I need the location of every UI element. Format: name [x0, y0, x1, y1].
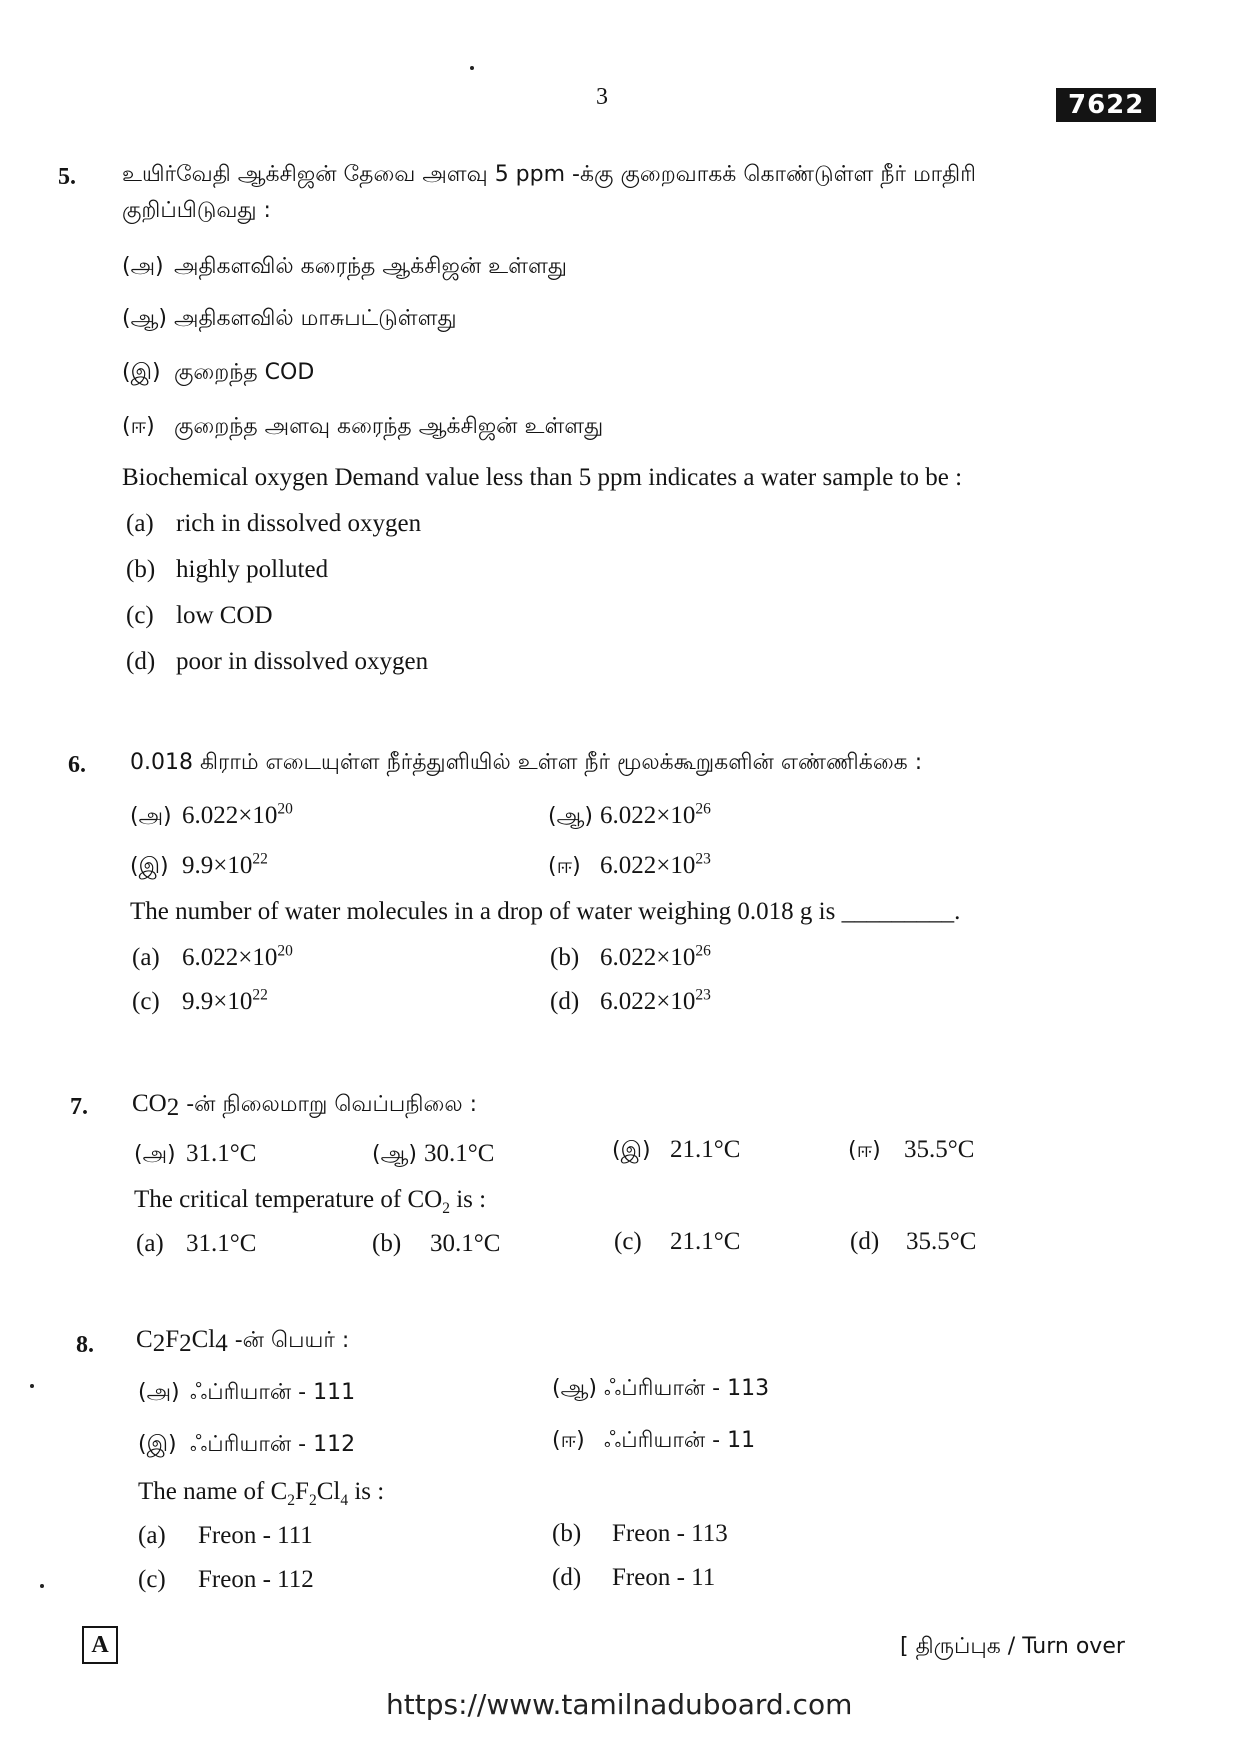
q7-tamil-option [372, 1140, 494, 1170]
q7-tamil-option [848, 1136, 974, 1166]
option-value: 31.1°C [186, 1230, 257, 1257]
q6-tamil-option [130, 802, 293, 832]
paper-code-badge: 7622 [1056, 88, 1156, 122]
formula-subscript: 2 [287, 1492, 296, 1509]
option-value: 9.9×10 [182, 988, 253, 1015]
option-label: (ஈ) [548, 854, 581, 879]
q5-tamil-option [122, 306, 457, 334]
option-text: குறைந்த அளவு கரைந்த ஆக்சிஜன் உள்ளது [174, 414, 604, 439]
option-text: low COD [176, 602, 273, 629]
option-label: (இ) [122, 360, 161, 385]
q5-tamil-option [122, 414, 603, 442]
option-label: (d) [126, 648, 156, 675]
option-text: அதிகளவில் மாசுபட்டுள்ளது [174, 306, 457, 331]
q6-tamil-option [548, 852, 711, 882]
page-number: 3 [596, 84, 608, 110]
stem-text: The critical temperature of CO [134, 1186, 443, 1213]
option-label: (ஈ) [122, 414, 155, 439]
option-text: அதிகளவில் கரைந்த ஆக்சிஜன் உள்ளது [174, 254, 567, 279]
option-value: 31.1°C [186, 1140, 257, 1167]
q6-english-option [550, 988, 711, 1016]
turn-over-note: [ திருப்புக / Turn over [900, 1634, 1125, 1659]
option-label: (c) [132, 988, 160, 1015]
option-label: (அ) [122, 254, 164, 279]
option-text: குறைந்த COD [174, 360, 315, 385]
formula-c: C [136, 1326, 153, 1353]
option-value: 6.022×10 [600, 988, 696, 1015]
option-text: ஃப்ரியான் - 11 [604, 1428, 756, 1453]
option-label: (a) [132, 944, 160, 971]
option-value: 6.022×10 [182, 944, 278, 971]
option-label: (c) [614, 1228, 642, 1255]
formula-subscript: 4 [215, 1330, 228, 1358]
q8-tamil-option [138, 1432, 355, 1460]
q7-english-option [850, 1228, 976, 1256]
option-label: (இ) [138, 1432, 177, 1457]
option-value: 35.5°C [906, 1228, 977, 1255]
option-label: (a) [136, 1230, 164, 1257]
option-exponent: 20 [277, 942, 293, 960]
option-text: highly polluted [176, 556, 329, 583]
option-exponent: 22 [252, 850, 268, 868]
option-label: (a) [138, 1522, 166, 1549]
formula-subscript: 2 [308, 1492, 317, 1509]
stem-text: -ன் பெயர் : [227, 1328, 350, 1353]
formula-subscript: 2 [442, 1200, 450, 1217]
option-exponent: 26 [695, 800, 711, 818]
q8-english-option [552, 1520, 728, 1548]
q6-tamil-option [130, 852, 268, 882]
formula-subscript: 4 [340, 1492, 349, 1509]
q7-english-option [136, 1230, 256, 1258]
option-exponent: 23 [695, 850, 711, 868]
option-label: (அ) [138, 1380, 180, 1405]
question-7-number: 7. [70, 1094, 88, 1120]
option-text: Freon - 11 [612, 1564, 716, 1591]
q6-tamil-stem: 0.018 கிராம் எடையுள்ள நீர்த்துளியில் உள்ள நீர் மூலக்கூறுகளின் எண்ணிக்கை : [130, 750, 923, 775]
formula-cl: Cl [316, 1478, 341, 1505]
formula-subscript: 2 [166, 1094, 180, 1122]
option-text: ஃப்ரியான் - 113 [604, 1376, 770, 1401]
stem-text: is : [449, 1186, 487, 1213]
option-label: (d) [850, 1228, 880, 1255]
q8-tamil-stem [136, 1326, 349, 1356]
option-label: (b) [372, 1230, 402, 1257]
option-label: (b) [552, 1520, 582, 1547]
q6-tamil-option [548, 802, 711, 832]
option-text: rich in dissolved oxygen [176, 510, 422, 537]
q6-english-option [132, 944, 293, 972]
option-text: ஃப்ரியான் - 112 [190, 1432, 356, 1457]
q7-tamil-option [134, 1140, 256, 1170]
q5-tamil-stem-line2: குறிப்பிடுவது : [122, 198, 271, 223]
option-label: (அ) [130, 804, 172, 829]
option-label: (அ) [134, 1142, 176, 1167]
option-value: 21.1°C [670, 1228, 741, 1255]
q5-english-option [126, 510, 421, 538]
scan-dot [470, 66, 474, 70]
q7-english-option [614, 1228, 740, 1256]
option-label: (ஆ) [122, 306, 167, 331]
q8-english-option [552, 1564, 715, 1592]
q6-english-option [132, 988, 268, 1016]
formula-f: F [165, 1326, 180, 1353]
option-label: (c) [126, 602, 154, 629]
question-5-number: 5. [58, 164, 76, 190]
stem-text: is : [348, 1478, 385, 1505]
website-url[interactable]: https://www.tamilnaduboard.com [386, 1688, 853, 1721]
q7-english-stem [134, 1186, 487, 1217]
option-value: 30.1°C [430, 1230, 501, 1257]
stem-text: The name of [138, 1478, 271, 1505]
series-box: A [82, 1626, 118, 1664]
option-exponent: 22 [252, 986, 268, 1004]
option-label: (ஆ) [548, 804, 593, 829]
q7-tamil-option [612, 1136, 740, 1166]
option-label: (ஆ) [372, 1142, 417, 1167]
question-8-number: 8. [76, 1332, 94, 1358]
scan-dot [30, 1384, 34, 1388]
formula-c: C [270, 1478, 288, 1505]
q7-tamil-stem [132, 1090, 477, 1120]
q6-english-stem: The number of water molecules in a drop of water weighing 0.018 g is _________. [130, 898, 961, 925]
q8-tamil-option [552, 1428, 755, 1456]
option-value: 30.1°C [424, 1140, 495, 1167]
q5-english-option [126, 556, 328, 584]
formula-subscript: 2 [179, 1330, 192, 1358]
option-text: Freon - 113 [612, 1520, 728, 1547]
option-text: Freon - 112 [198, 1566, 314, 1593]
option-label: (d) [550, 988, 580, 1015]
option-label: (ஆ) [552, 1376, 597, 1401]
option-text: Freon - 111 [198, 1522, 313, 1549]
option-label: (d) [552, 1564, 582, 1591]
q5-tamil-option [122, 254, 567, 282]
option-label: (b) [550, 944, 580, 971]
q8-english-option [138, 1566, 314, 1594]
option-value: 21.1°C [670, 1136, 741, 1163]
option-label: (c) [138, 1566, 166, 1593]
formula-f: F [295, 1478, 309, 1505]
q5-english-option [126, 648, 428, 676]
option-label: (b) [126, 556, 156, 583]
option-label: (இ) [130, 854, 169, 879]
q6-english-option [550, 944, 711, 972]
option-value: 6.022×10 [182, 802, 278, 829]
option-value: 35.5°C [904, 1136, 975, 1163]
scan-dot [40, 1584, 44, 1588]
option-label: (a) [126, 510, 154, 537]
option-exponent: 26 [695, 942, 711, 960]
stem-text: -ன் நிலைமாறு வெப்பநிலை : [179, 1092, 477, 1117]
option-value: 6.022×10 [600, 944, 696, 971]
option-value: 6.022×10 [600, 802, 696, 829]
q8-tamil-option [138, 1380, 355, 1408]
option-text: poor in dissolved oxygen [176, 648, 429, 675]
option-label: (ஈ) [848, 1138, 881, 1163]
option-value: 9.9×10 [182, 852, 253, 879]
option-text: ஃப்ரியான் - 111 [190, 1380, 356, 1405]
option-label: (இ) [612, 1138, 651, 1163]
formula-cl: Cl [191, 1326, 216, 1353]
option-exponent: 23 [695, 986, 711, 1004]
option-exponent: 20 [277, 800, 293, 818]
q5-tamil-stem-line1: உயிர்வேதி ஆக்சிஜன் தேவை அளவு 5 ppm -க்கு குறைவாகக் கொண்டுள்ள நீர் மாதிரி [122, 162, 977, 187]
formula: CO [132, 1090, 167, 1117]
q5-english-stem: Biochemical oxygen Demand value less than 5 ppm indicates a water sample to be : [122, 464, 963, 491]
q5-english-option [126, 602, 273, 630]
q8-english-stem [138, 1478, 385, 1509]
option-label: (ஈ) [552, 1428, 585, 1453]
q5-tamil-option [122, 360, 314, 388]
question-6-number: 6. [68, 752, 86, 778]
formula-subscript: 2 [152, 1330, 166, 1358]
q7-english-option [372, 1230, 500, 1258]
q8-english-option [138, 1522, 313, 1550]
option-value: 6.022×10 [600, 852, 696, 879]
q8-tamil-option [552, 1376, 769, 1404]
